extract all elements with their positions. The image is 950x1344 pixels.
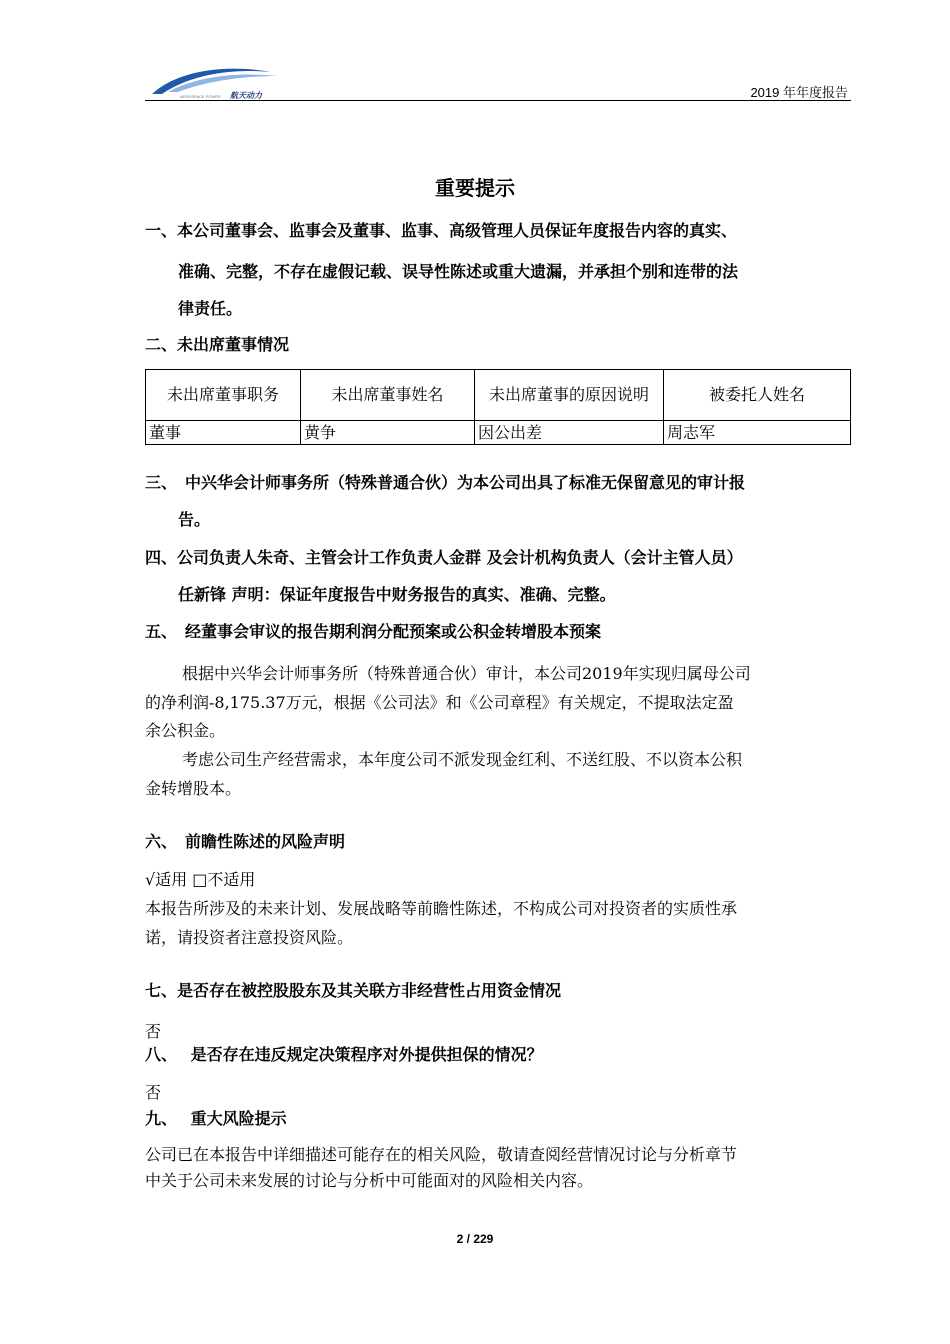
table-header-cell: 未出席董事姓名: [301, 370, 475, 421]
section-4-line-1: 四、公司负责人朱奇、主管会计工作负责人金群 及会计机构负责人（会计主管人员）: [145, 548, 743, 567]
section-9-line-1: 公司已在本报告中详细描述可能存在的相关风险，敬请查阅经营情况讨论与分析章节: [145, 1145, 738, 1164]
logo-text: 航天动力: [230, 91, 262, 100]
section-6-line-2: 诺，请投资者注意投资风险。: [145, 928, 354, 947]
section-5-paragraph-2-line-1: 考虑公司生产经营需求，本年度公司不派发现金红利、不送红股、不以资本公积: [182, 750, 743, 769]
section-5-heading: 五、 经董事会审议的报告期利润分配预案或公积金转增股本预案: [145, 622, 602, 641]
table-cell: 董事: [146, 421, 301, 445]
section-5-paragraph-1-line-1: 根据中兴华会计师事务所（特殊普通合伙）审计，本公司2019年实现归属母公司: [182, 664, 751, 683]
section-1-line-1: 一、本公司董事会、监事会及董事、监事、高级管理人员保证年度报告内容的真实、: [145, 221, 738, 240]
logo-swoosh-icon: [148, 62, 288, 100]
section-3-line-2: 告。: [178, 510, 211, 529]
section-9-line-2: 中关于公司未来发展的讨论与分析中可能面对的风险相关内容。: [145, 1171, 594, 1190]
section-5-paragraph-1-line-2: 的净利润-8,175.37万元，根据《公司法》和《公司章程》有关规定，不提取法定盈: [145, 693, 734, 712]
section-7-heading: 七、是否存在被控股股东及其关联方非经营性占用资金情况: [145, 981, 562, 1000]
section-5-paragraph-1-line-3: 余公积金。: [145, 721, 226, 740]
table-header-row: [146, 370, 851, 421]
section-2-heading: 二、未出席董事情况: [145, 335, 290, 354]
table-cell: 周志军: [664, 421, 851, 445]
section-9-heading: 九、 重大风险提示: [145, 1109, 287, 1128]
section-4-line-2: 任新锋 声明：保证年度报告中财务报告的真实、准确、完整。: [178, 585, 616, 604]
table-header-cell: 被委托人姓名: [664, 370, 851, 421]
page-title: 重要提示: [435, 176, 515, 200]
section-1-line-3: 律责任。: [178, 299, 243, 318]
section-1-line-2: 准确、完整，不存在虚假记载、误导性陈述或重大遗漏，并承担个别和连带的法: [178, 262, 739, 281]
table-cell: 黄争: [301, 421, 475, 445]
company-logo: [148, 62, 288, 100]
section-6-heading: 六、 前瞻性陈述的风险声明: [145, 832, 346, 851]
section-7-answer: 否: [145, 1022, 162, 1041]
table-header-cell: 未出席董事职务: [146, 370, 301, 421]
table-row: [146, 421, 851, 445]
section-3-line-1: 三、 中兴华会计师事务所（特殊普通合伙）为本公司出具了标准无保留意见的审计报: [145, 473, 746, 492]
absent-directors-table: [145, 369, 851, 445]
table-cell: 因公出差: [475, 421, 664, 445]
section-8-heading: 八、 是否存在违反规定决策程序对外提供担保的情况？: [145, 1045, 543, 1064]
report-title: 2019 年年度报告: [750, 85, 848, 100]
table-header-cell: 未出席董事的原因说明: [475, 370, 664, 421]
applicability-options: √适用 □不适用: [145, 870, 256, 889]
header-divider: [145, 100, 851, 101]
page-number: 2 / 229: [456, 1232, 494, 1246]
section-6-line-1: 本报告所涉及的未来计划、发展战略等前瞻性陈述，不构成公司对投资者的实质性承: [145, 899, 738, 918]
section-8-answer: 否: [145, 1083, 162, 1102]
section-5-paragraph-2-line-2: 金转增股本。: [145, 779, 242, 798]
logo-subtext: AEROSPACE POWER: [180, 94, 221, 99]
